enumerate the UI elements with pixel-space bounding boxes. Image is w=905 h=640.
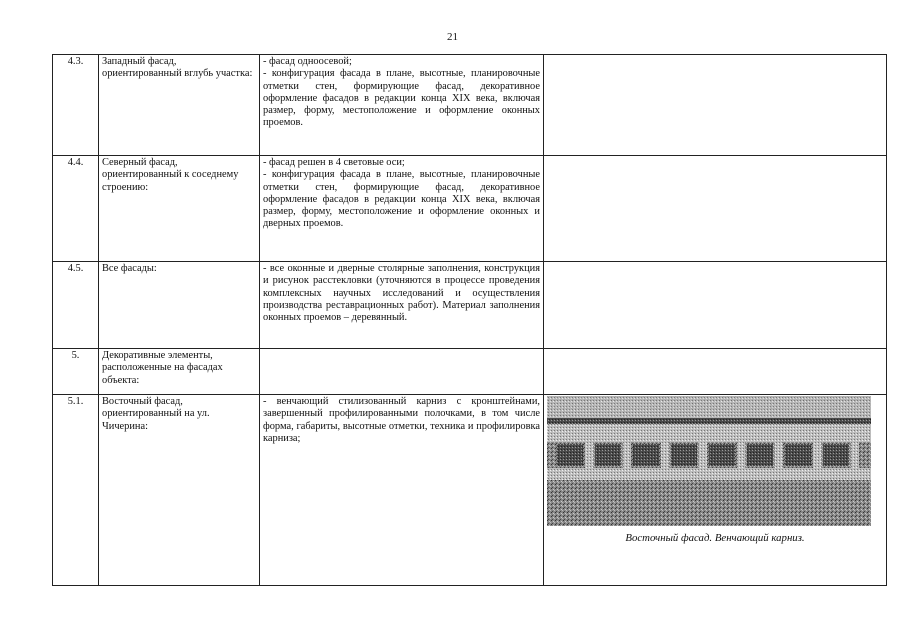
photo-cell — [544, 262, 887, 349]
table-row — [53, 55, 887, 156]
element-description: - фасад одноосевой; - конфигурация фасада в плане, высотные, планировочные отметки стен, формирующие фасад, декоративное оформление фасадов в редакции конца XIX века, включая размер, форму, местоположение и оформление оконных проемов. — [260, 55, 544, 156]
table-row — [53, 349, 887, 395]
row-number: 4.3. — [53, 55, 99, 156]
element-name: Западный фасад, ориентированный вглубь участка: — [99, 55, 260, 156]
table-row — [53, 156, 887, 262]
element-description — [260, 349, 544, 395]
photo-cell — [544, 156, 887, 262]
element-description: - венчающий стилизованный карниз с кронштейнами, завершенный профилированными полочками, в том числе форма, габариты, высотные отметки, техника и профилировка карниза; — [260, 395, 544, 586]
element-name: Восточный фасад, ориентированный на ул. Чичерина: — [99, 395, 260, 586]
facade-cornice-photo — [547, 396, 871, 526]
element-description: - все оконные и дверные столярные заполнения, конструкция и рисунок расстекловки (уточняются в процессе проведения комплексных научных исследований и осуществления производства реставрационных работ). Материал заполнения оконных проемов – деревянный. — [260, 262, 544, 349]
page-number: 21 — [447, 31, 458, 43]
row-number: 5.1. — [53, 395, 99, 586]
row-number: 4.4. — [53, 156, 99, 262]
table-row — [53, 395, 887, 586]
protected-elements-table — [52, 54, 887, 586]
element-name: Северный фасад, ориентированный к соседнему строению: — [99, 156, 260, 262]
table-row — [53, 262, 887, 349]
row-number: 5. — [53, 349, 99, 395]
element-name: Все фасады: — [99, 262, 260, 349]
row-number: 4.5. — [53, 262, 99, 349]
photo-caption: Восточный фасад. Венчающий карниз. — [625, 532, 805, 544]
element-name: Декоративные элементы, расположенные на фасадах объекта: — [99, 349, 260, 395]
photo-cell — [544, 55, 887, 156]
photo-cell — [544, 349, 887, 395]
photo-cell — [544, 395, 887, 586]
element-description: - фасад решен в 4 световые оси; - конфигурация фасада в плане, высотные, планировочные отметки стен, формирующие фасад, декоративное оформление фасадов в редакции конца XIX века, включая размер, форму, местоположение и оформление оконных и дверных проемов. — [260, 156, 544, 262]
